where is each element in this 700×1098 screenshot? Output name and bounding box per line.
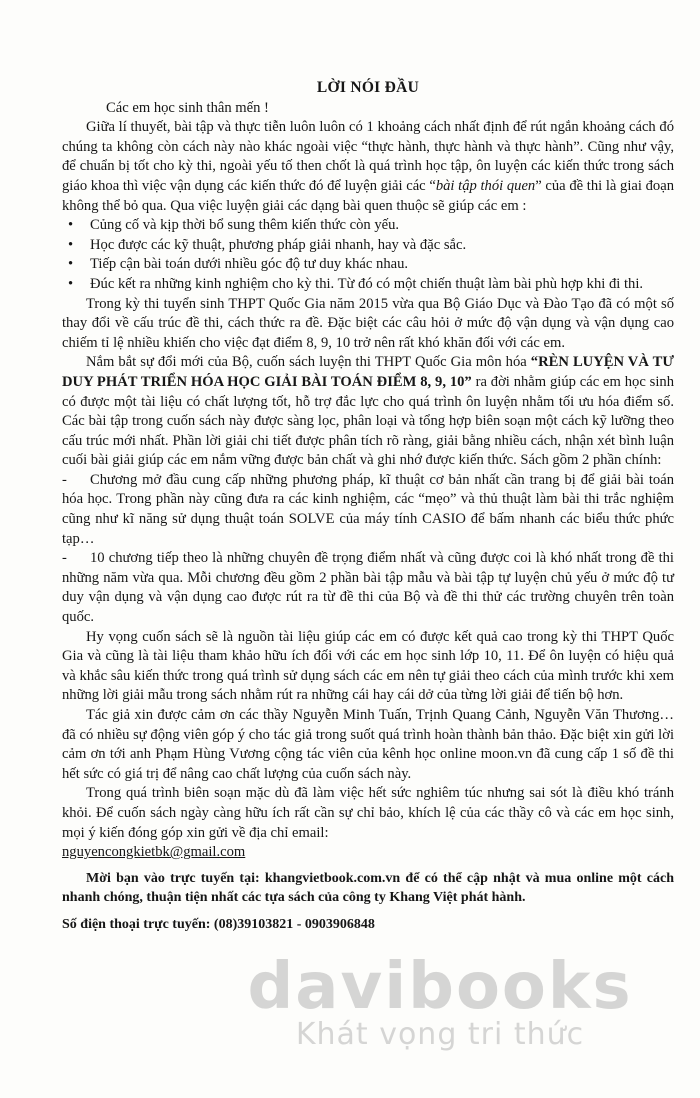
paragraph-exam-changes: Trong kỳ thi tuyển sinh THPT Quốc Gia năm 2015 vừa qua Bộ Giáo Dục và Đào Tạo đã có một số thay đổi về cấu trúc đề thi, cách thức ra đề. Đặc biệt các câu hỏi ở mức độ vận dụng và vận dụng cao chiếm tỉ lệ nhiều khiến cho việc đạt điểm 8, 9, 10 trở nên rất khó khăn đối với các em.: [62, 295, 674, 351]
list-item: [62, 275, 674, 295]
paragraph-book-intro: [62, 353, 674, 471]
watermark-logo: davibooks: [247, 950, 633, 1024]
paragraph-hope: Hy vọng cuốn sách sẽ là nguồn tài liệu giúp các em có được kết quả cao trong kỳ thi THPT Quốc Gia và cũng là tài liệu tham khảo hữu ích đối với các em học sinh lớp 10, 11. Để ôn luyện có hiệu quả và khắc sâu kiến thức trong quá trình sử dụng sách các em nên tự giải theo cách của mình trước khi xem những lời giải mẫu trong sách nhằm rút ra những cái hay cái dở của từng lời giải để tiến bộ hơn.: [62, 628, 674, 704]
list-item-text: Đúc kết ra những kinh nghiệm cho kỳ thi. Từ đó có một chiến thuật làm bài phù hợp khi đi thi.: [90, 275, 644, 292]
watermark: [200, 950, 680, 1052]
preface-page: [62, 78, 674, 934]
paragraph-thanks: Tác giả xin được cảm ơn các thầy Nguyễn Minh Tuấn, Trịnh Quang Cảnh, Nguyễn Văn Thương…đã có nhiều sự động viên góp ý cho tác giả trong suốt quá trình hoàn thành bản thảo. Đặc biệt xin gửi lời cảm ơn tới anh Phạm Hùng Vương cộng tác viên của kênh học online moon.vn đã cung cấp 1 số đề thi hết sức có giá trị để nâng cao chất lượng của cuốn sách này.: [62, 707, 674, 782]
list-item: [62, 471, 674, 549]
list-item-text: 10 chương tiếp theo là những chuyên đề trọng điểm nhất và cũng được coi là khó nhất trong đề thi những năm vừa qua. Mỗi chương đều gồm 2 phần bài tập mẫu và bài tập tự luyện chủ yếu ở mức độ tư duy vận dụng và vận dụng cao được rút ra từ đề thi của Bộ và đề thi thử các trường chuyên trên toàn quốc.: [62, 550, 674, 626]
list-item: [62, 236, 674, 256]
list-item-text: Tiếp cận bài toán dưới nhiều góc độ tư duy khác nhau.: [90, 256, 409, 273]
promo-text: Mời bạn vào trực tuyến tại: khangvietbook.com.vn để có thể cập nhật và mua online một cách nhanh chóng, thuận tiện nhất các tựa sách của công ty Khang Việt phát hành.: [62, 870, 674, 905]
book-title: “RÈN LUYỆN VÀ TƯ DUY PHÁT TRIỂN HÓA HỌC GIẢI BÀI TOÁN ĐIỂM 8, 9, 10”: [62, 354, 674, 390]
list-item: [62, 216, 674, 236]
list-item-text: Củng cố và kịp thời bổ sung thêm kiến thức còn yếu.: [90, 217, 400, 234]
dash-icon: -: [62, 550, 67, 567]
list-item-text: Chương mở đầu cung cấp những phương pháp, kĩ thuật cơ bản nhất cần trang bị để giải bài toán hóa học. Trong phần này cũng đưa ra các kinh nghiệm, các “mẹo” và thủ thuật làm bài thi trắc nghiệm cũng như kĩ năng sử dụng thuật toán SOLVE của máy tính CASIO để bấm nhanh các biểu thức phức tạp…: [62, 471, 674, 547]
email-paragraph: [62, 843, 674, 863]
list-item: [62, 549, 674, 627]
list-item: [62, 255, 674, 275]
bullet-icon: •: [68, 217, 74, 234]
paragraph-book-intro-start: Nắm bắt sự đổi mới của Bộ, cuốn sách luyện thi THPT Quốc Gia môn hóa: [86, 354, 531, 371]
list-item-text: Học được các kỹ thuật, phương pháp giải nhanh, hay và đặc sắc.: [90, 236, 467, 253]
benefit-list: [62, 216, 674, 294]
paragraph-feedback: Trong quá trình biên soạn mặc dù đã làm việc hết sức nghiêm túc nhưng sai sót là điều khó tránh khỏi. Để cuốn sách ngày càng hữu ích rất cần sự chỉ bảo, khích lệ của các thầy cô và các em học sinh, mọi ý kiến đóng góp xin gửi về địa chỉ email:: [62, 785, 674, 841]
watermark-tagline: Khát vọng tri thức: [295, 1017, 585, 1052]
dash-icon: -: [62, 471, 67, 488]
italic-phrase: bài tập thói quen: [435, 177, 536, 194]
bullet-icon: •: [68, 256, 74, 273]
greeting: Các em học sinh thân mến !: [106, 99, 269, 116]
book-parts-list: [62, 471, 674, 628]
phone-line: Số điện thoại trực tuyến: (08)39103821 - 0903906848: [62, 916, 375, 932]
paragraph-intro-end: ” của đề thi là giai đoạn không thể bỏ qua. Qua việc luyện giải các dạng bài quen thuộc sẽ giúp các em :: [62, 177, 674, 214]
bullet-icon: •: [68, 236, 74, 253]
paragraph-book-intro-end: ra đời nhằm giúp các em học sinh có được một tài liệu có chất lượng tốt, hỗ trợ đắc lực cho quá trình ôn luyện nhằm tối ưu hóa điểm số. Các bài tập trong cuốn sách này được sàng lọc, phân loại và tổng hợp biên soạn một cách kỹ lưỡng theo cấu trúc mới nhất. Phần lời giải chi tiết được phân tích rõ ràng, giải bằng nhiều cách, nhận xét bình luận cuối bài giải giúp các em nắm vững được bản chất và ghi nhớ được kiến thức. Sách gồm 2 phần chính:: [62, 373, 674, 469]
email-link[interactable]: nguyencongkietbk@gmail.com: [62, 844, 246, 861]
page-title: LỜI NÓI ĐẦU: [316, 79, 420, 96]
promo-block: [62, 869, 674, 907]
bullet-icon: •: [68, 275, 74, 292]
paragraph-intro-text: Giữa lí thuyết, bài tập và thực tiễn luôn luôn có 1 khoảng cách nhất định để rút ngắn khoảng cách đó chúng ta không còn cách này nào khác ngoài việc “thực hành, thực hành và thực hành”. Cũng như vậy, để chuẩn bị tốt cho kỳ thi, ngoài yếu tố then chốt là quá trình học tập, ôn luyện các kiến thức trong sách giáo khoa thì việc vận dụng các kiến thức đó để luyện giải các “: [62, 119, 674, 194]
paragraph-intro: [62, 118, 674, 216]
